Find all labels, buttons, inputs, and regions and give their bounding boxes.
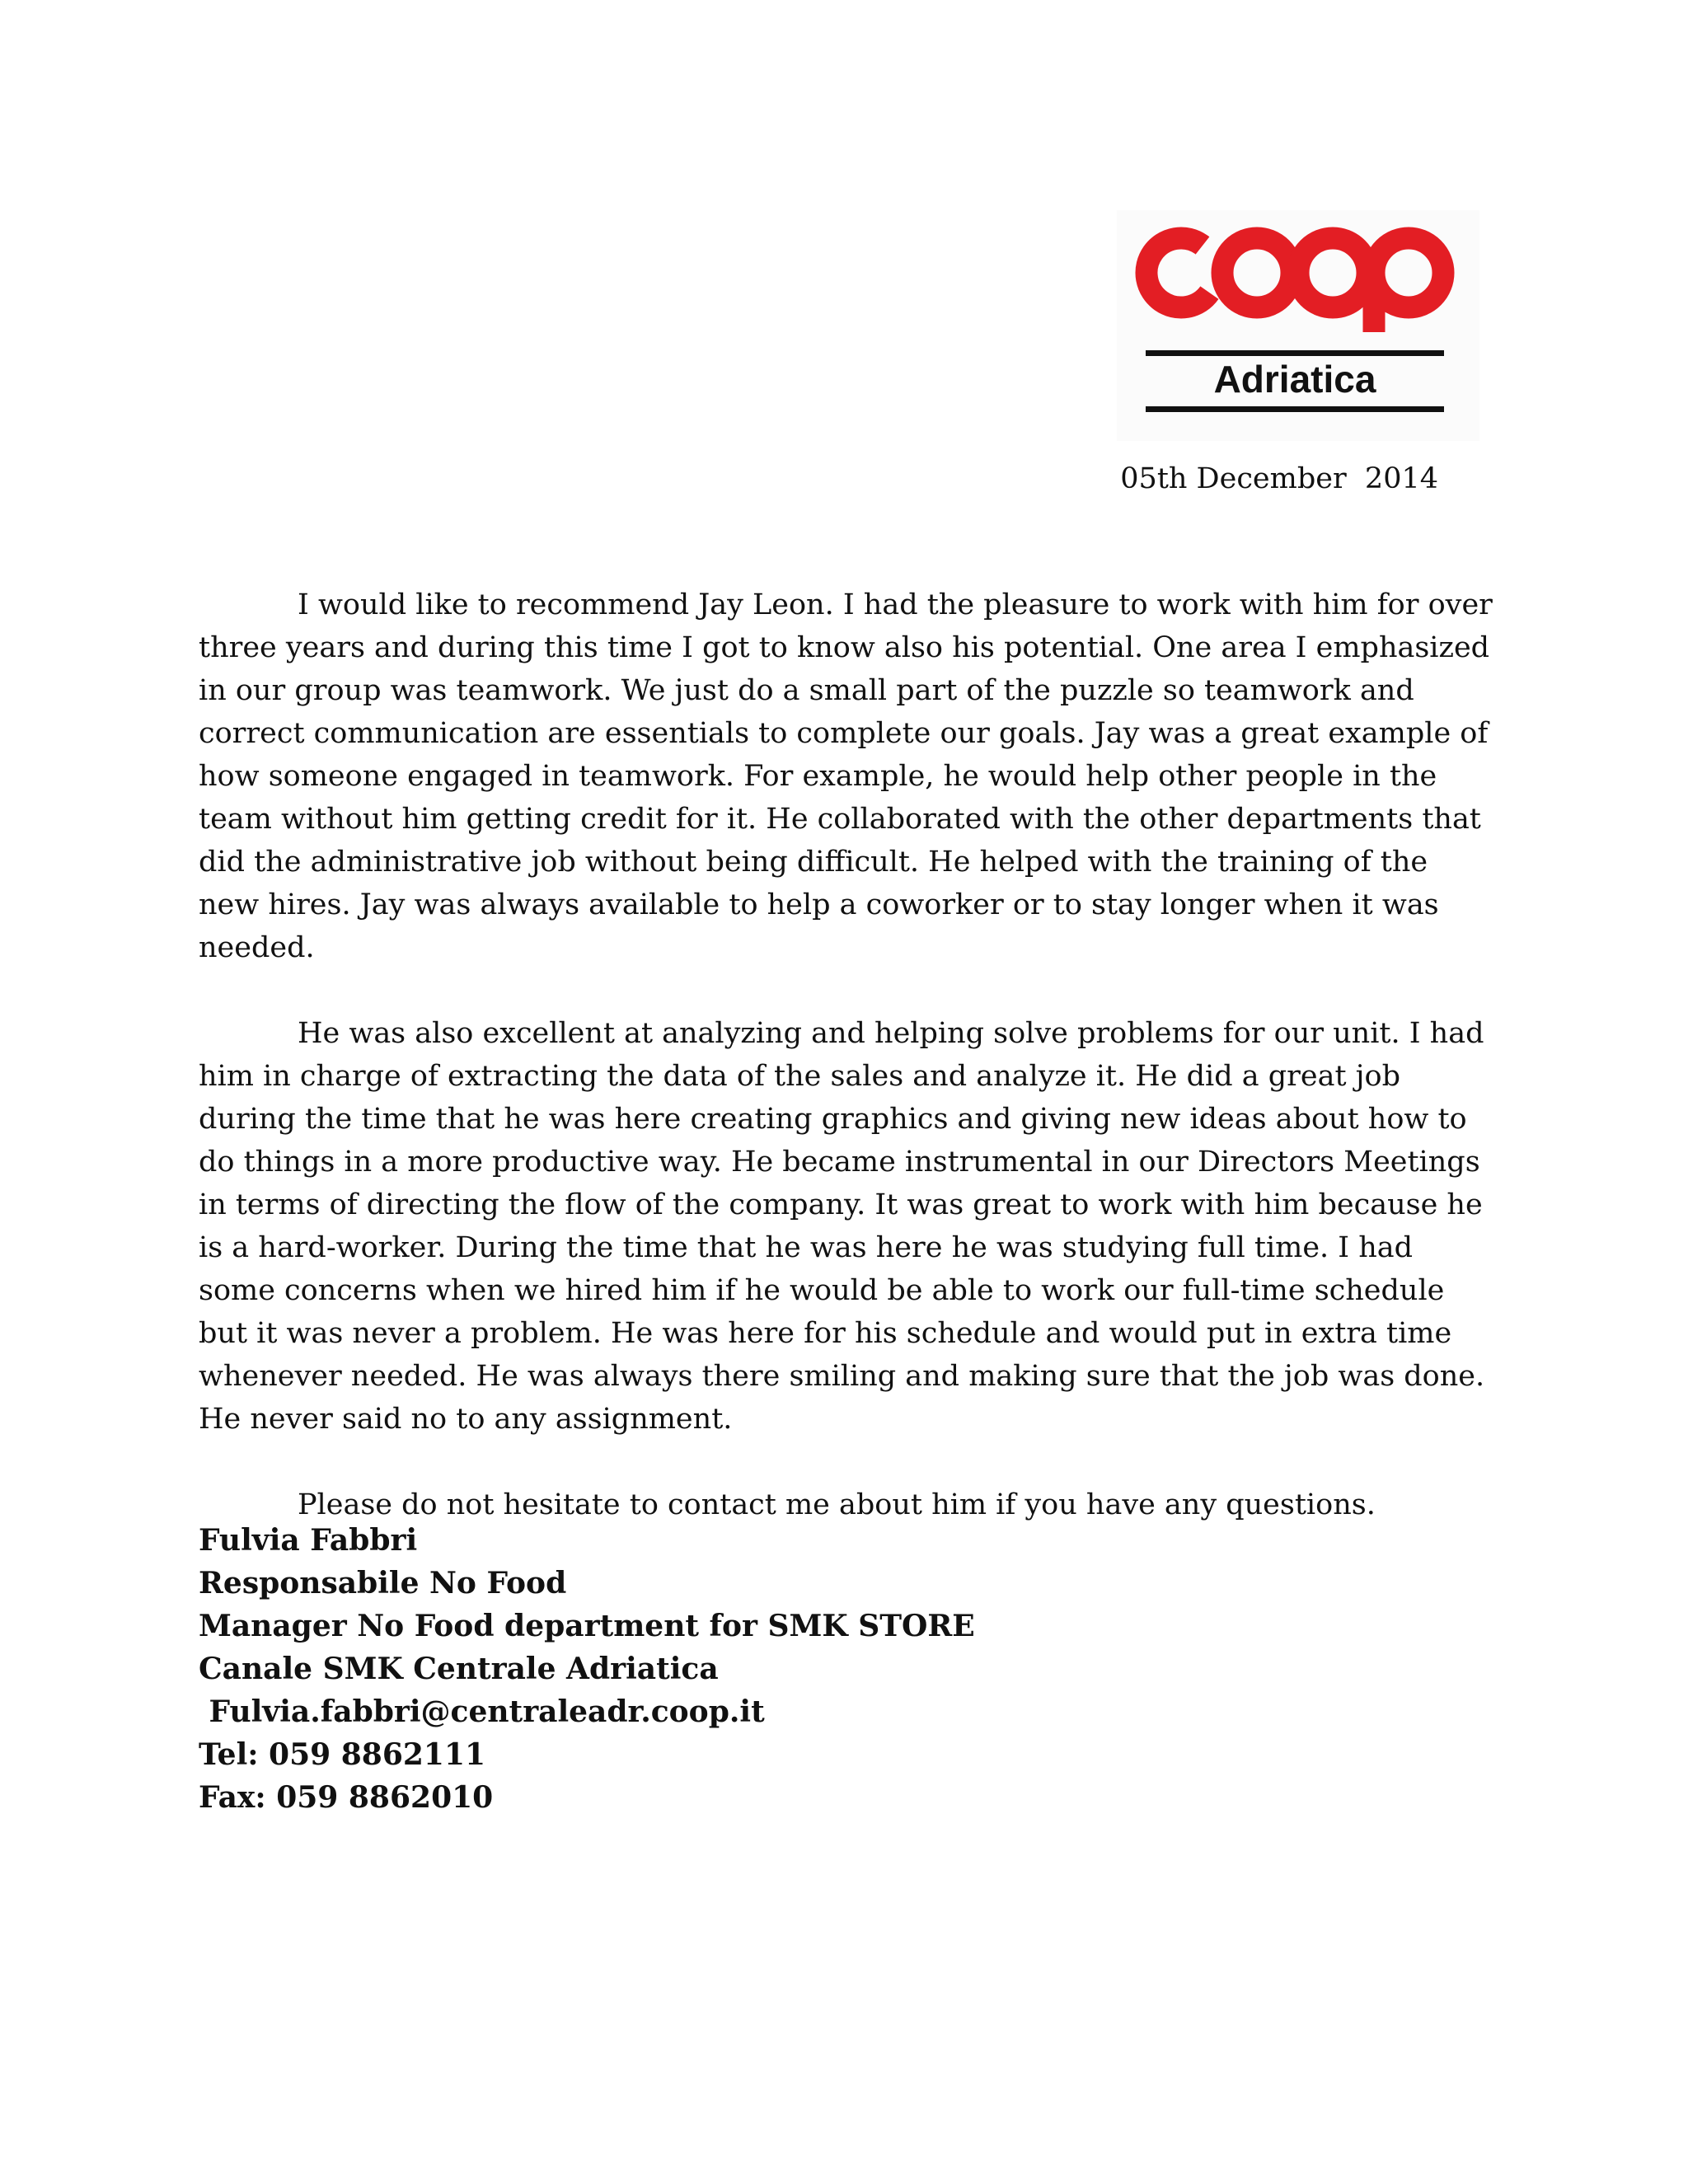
- logo-subtitle: Adriatica: [1213, 358, 1376, 401]
- signer-name: Fulvia Fabbri: [199, 1523, 418, 1558]
- signer-title: Manager No Food department for SMK STORE: [199, 1609, 975, 1643]
- letter-date: 05th December 2014: [1120, 462, 1438, 495]
- signer-channel: Canale SMK Centrale Adriatica: [199, 1652, 719, 1686]
- signer-tel: Tel: 059 8862111: [199, 1737, 486, 1772]
- paragraph-recommendation: I would like to recommend Jay Leon. I had the pleasure to work with him for over three years and during this time I got to know also his potential. One area I emphasized in our group was teamwork. We just do a small part of the puzzle so teamwork and correct communication are essentials to complete our goals. Jay was a great example of how someone engaged in teamwork. For example, he would help other people in the team without him getting credit for it. He collaborated with the other departments that did the administrative job without being difficult. He helped with the training of the new hires. Jay was always available to help a coworker or to stay longer when it was needed.: [199, 588, 1493, 964]
- letter-body: [199, 583, 1493, 1569]
- paragraph-performance: He was also excellent at analyzing and helping solve problems for our unit. I had him in charge of extracting the data of the sales and analyze it. He did a great job during the time that he was here creating graphics and giving new ideas about how to do things in a more productive way. He became instrumental in our Directors Meetings in terms of directing the flow of the company. It was great to work with him because he is a hard-worker. During the time that he was here he was studying full time. I had some concerns when we hired him if he would be able to work our full-time schedule but it was never a problem. He was here for his schedule and would put in extra time whenever needed. He was always there smiling and making sure that the job was done. He never said no to any assignment.: [199, 1017, 1485, 1436]
- signer-email: Fulvia.fabbri@centraleadr.coop.it: [199, 1694, 765, 1729]
- signer-fax: Fax: 059 8862010: [199, 1780, 494, 1815]
- coop-adriatica-logo: [1117, 210, 1479, 441]
- paragraph-contact: Please do not hesitate to contact me about him if you have any questions.: [298, 1488, 1376, 1521]
- signature-block: [199, 1519, 1353, 1819]
- signer-role: Responsabile No Food: [199, 1566, 567, 1601]
